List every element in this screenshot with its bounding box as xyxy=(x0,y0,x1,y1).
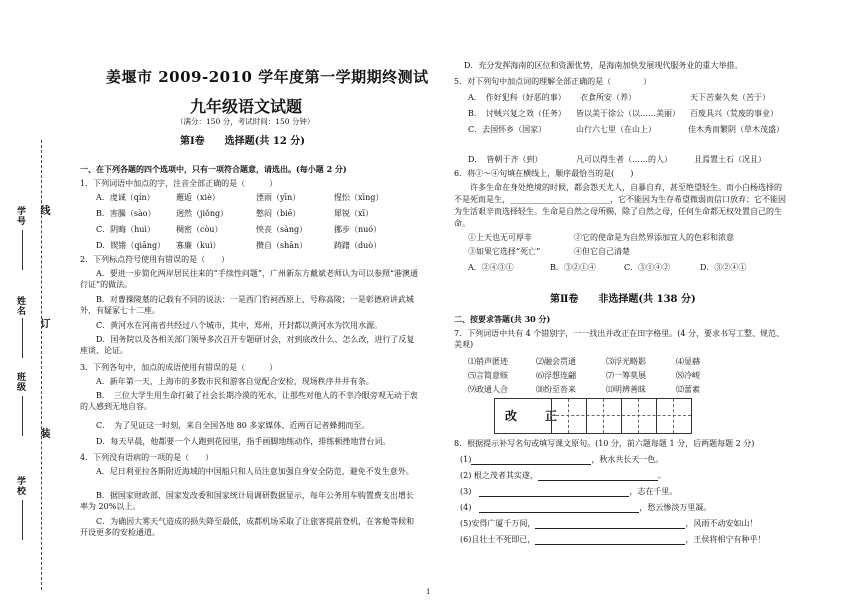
q6-s2: ②它的使命是为自然界添加宜人的色彩和浓意 xyxy=(574,233,734,242)
q8-l3-suffix: ，志在千里。 xyxy=(629,487,678,496)
binding-mark-staple: 装 xyxy=(38,428,49,438)
q6-opt-b: B．③②①④ xyxy=(550,263,596,272)
q1-d-2: 寡廉（kuì） xyxy=(176,241,221,250)
q5-b-2: 皆以美于徐公（以……美丽） xyxy=(576,109,680,118)
q7-word-1: ⑴销声匿迹 xyxy=(468,357,508,366)
q6-opt-d: D．③②④① xyxy=(700,263,747,272)
q8-line6 xyxy=(460,534,765,545)
q4-d: D．充分发挥海南的区位和资源优势，是海南加快发展现代服务业的重大举措。 xyxy=(464,61,743,70)
part1-title: 第Ⅰ卷 选择题(共 12 分) xyxy=(180,136,306,147)
q5-stem: 5．对下列句中加点词的理解全部正确的是（ ） xyxy=(454,77,652,86)
q7-word-6: ⑹浮想连翩 xyxy=(536,371,576,380)
q8-l5-suffix: ，风雨不动安如山！ xyxy=(685,519,758,528)
correction-cells[interactable] xyxy=(551,399,691,433)
q2-a: A．要进一步简化两岸居民往来的“手续性问题”，广州新东方戴斌老师认为可以参照“港澳通行证”的做法。 xyxy=(80,269,419,289)
label-student-number: 学号 xyxy=(15,206,25,226)
label-name: 姓名 xyxy=(15,296,25,316)
q3-c: C． 为了见证这一时刻，来自全国各地 80 多家媒体、近两百记者蜂拥而至。 xyxy=(96,421,370,430)
q8-l2-blank[interactable] xyxy=(538,471,658,481)
q4-c: C．为确因大雾天气造成的损失降至最低，成都机场采取了让旅客提前登机，在客舱等候和开设更多的安检通道。 xyxy=(80,517,415,537)
q5-a-3: 天下苦秦久矣（苦于） xyxy=(690,93,770,102)
q6-s1: ①上天也无可厚非 xyxy=(468,233,532,242)
q1-c-1: C．阴晦（huì） xyxy=(96,225,155,234)
q7-word-4: ⑷显赫 xyxy=(676,357,700,366)
q7-word-10: ⑽纷至沓来 xyxy=(536,385,576,394)
q1-stem: 1．下列词语中加点的字，注音全部正确的是（ ） xyxy=(80,179,278,188)
q5-c-3: 佳木秀而繁阴（草木茂盛） xyxy=(688,125,784,134)
q8-l1-suffix: ，秋水共长天一色。 xyxy=(591,455,664,464)
q8-l1-blank[interactable] xyxy=(471,455,591,465)
q8-l3-blank[interactable] xyxy=(479,487,629,497)
correction-grid xyxy=(494,398,692,434)
q8-line5 xyxy=(460,518,757,529)
q5-a-1: A． 作好犯科（好恶的事） xyxy=(468,93,566,102)
q8-l5-blank[interactable] xyxy=(535,519,685,529)
q7-stem: 7．下列词语中共有 4 个错别字，一一找出并改正在田字格里。(4 分，要求书写工整、规范、美观) xyxy=(454,329,785,349)
q8-line1 xyxy=(460,454,663,465)
q1-b-4: 犀锐（xī） xyxy=(334,209,374,218)
q7-word-8: ⑻冷峻 xyxy=(676,371,700,380)
q3-stem: 3．下列各句中，加点的成语使用有错误的是（ ） xyxy=(80,363,278,372)
student-number-blank xyxy=(22,230,23,270)
q3-b: B． 三位大学生用生命打破了社会长期冷漠的死水，让那些对他人的不幸冷眼旁观无动于衷的人感到无地自容。 xyxy=(80,391,418,411)
q1-b-2: 迥然（jiǒng） xyxy=(176,209,229,218)
q8-line2: (2) 根之茂者其实遂， 。 xyxy=(460,471,666,480)
q5-c-1: C．去国怀乡（国家） xyxy=(468,125,547,134)
q3-d: D．每天早晨，他都要一个人跑到花园里，指手画脚地练动作，排练顿挫地背台词。 xyxy=(96,437,391,446)
q1-b-1: B．害臊（sào） xyxy=(96,209,156,218)
q7-word-12: ⑿蕾素 xyxy=(676,385,700,394)
q8-l3-prefix: (3) xyxy=(460,487,472,496)
q4-a: A．尼日利亚拉各斯附近海域的中国船只和人员注意加强自身安全防范，避免不发生意外。 xyxy=(96,467,414,476)
q7-word-9: ⑼政通人合 xyxy=(468,385,508,394)
q1-a-3: 湮雨（yīn） xyxy=(256,193,301,202)
q1-d-4: 踌躇（duò） xyxy=(334,241,382,250)
q5-b-1: B． 讨贼兴复之效（任务） xyxy=(468,109,566,118)
q5-d-1: D． 皆朝于齐（到） xyxy=(468,155,543,164)
q1-d-1: D．锲锵（qiāng） xyxy=(96,241,166,250)
section2-heading: 二、按要求答题(共 30 分) xyxy=(454,314,551,324)
q3-a: A．新年第一天，上海市的多数市民和游客自觉配合安检，现场秩序井井有条。 xyxy=(96,377,374,386)
q4-b: B．据国家财政部、国家发改委和国家统计局调研数据显示，每年公务用车购置费支出增长率为 20%以上。 xyxy=(80,491,414,511)
q5-b-3: 百废具兴（荒废的事业） xyxy=(690,109,778,118)
q7-word-2: ⑵融会贯通 xyxy=(536,357,576,366)
q6-stem: 6．将①～④句填在横线上，顺序最恰当的是( ) xyxy=(454,169,634,178)
q8-l6-blank[interactable] xyxy=(535,535,685,545)
part2-title: 第Ⅱ卷 非选择题(共 138 分) xyxy=(550,294,696,305)
q6-s4: ④但它自己清楚 xyxy=(574,247,630,256)
exam-title: 姜堰市 2009-2010 学年度第一学期期终测试 xyxy=(106,68,429,86)
q8-line4 xyxy=(460,502,711,513)
q8-l5-prefix: (5)安得广厦千万间， xyxy=(460,519,536,528)
binding-margin xyxy=(0,0,72,604)
q7-word-3: ⑶浮光略影 xyxy=(606,357,646,366)
q8-l6-prefix: (6)且壮士不死即已， xyxy=(460,535,536,544)
exam-subtitle: 九年级语文试题 xyxy=(190,97,303,116)
q8-l2-prefix: (2) 根之茂者其实遂， xyxy=(460,471,538,480)
q1-c-4: 挪步（nuó） xyxy=(334,225,382,234)
q8-stem: 8．根据提示补写名句或填写课文原句。(10 分，前六题每题 1 分，后两题每题 2 分) xyxy=(454,439,755,448)
q8-l6-suffix: ，王侯将相宁有种乎！ xyxy=(685,535,766,544)
school-blank xyxy=(22,500,23,540)
binding-mark-bind: 订 xyxy=(38,318,49,328)
q8-l4-prefix: (4) xyxy=(460,503,472,512)
q5-c-2: 山行六七里（在山上） xyxy=(576,125,656,134)
q7-word-5: ⑸言简意赅 xyxy=(468,371,508,380)
q6-opt-a: A．②④③① xyxy=(468,263,514,272)
q1-d-3: 攒自（shān） xyxy=(256,241,308,250)
q6-passage: 许多生命在身处绝境的时候，都会怨天尤人，自暴自弃，甚至绝望轻生。而小白杨选择的不是死而是生，_________________________，它不能因为生存希望微弱而信口放弃；它不能因为生活艰辛而选择轻生。生命是自然之母所赐，除了自然之母，任何生命都无权处置自己的生命。 xyxy=(454,183,786,228)
q6-opt-c: C．③①④② xyxy=(624,263,671,272)
name-blank xyxy=(22,318,23,358)
q5-a-2: 衣食所安（养） xyxy=(580,93,636,102)
correction-label: 改 正 xyxy=(505,409,566,423)
section1-heading: 一、在下列各题的四个选项中，只有一项符合题意，请选出。(每小题 2 分) xyxy=(80,164,347,174)
q8-l4-blank[interactable] xyxy=(479,503,639,513)
q2-d: D．国务院以及各相关部门领导多次召开专题研讨会，对到底改什么、怎么改，进行了反复座谈、论证。 xyxy=(80,335,415,355)
class-blank xyxy=(22,396,23,436)
q1-c-2: 稠密（còu） xyxy=(176,225,223,234)
q5-d-2: 凡可以得生者（……的人） xyxy=(576,155,672,164)
q1-a-2: 邂逅（xiè） xyxy=(176,193,220,202)
label-school: 学校 xyxy=(15,476,25,496)
q8-l1-prefix: (1) xyxy=(460,455,472,464)
q6-s3: ③如果它选择“死亡” xyxy=(468,247,541,256)
q7-word-11: ⑾明辨善昧 xyxy=(606,385,646,394)
q7-word-7: ⑺一筹莫展 xyxy=(606,371,646,380)
score-info: （满分：150 分，考试时间：150 分钟） xyxy=(176,117,315,126)
q1-c-3: 怏丧（sàng） xyxy=(256,225,308,234)
q8-line3 xyxy=(460,486,677,497)
q5-d-3: 且焉置土石（况且） xyxy=(694,155,766,164)
page-number: 1 xyxy=(426,588,431,596)
q4-stem: 4．下列没有语病的一项的是（ ） xyxy=(80,453,214,462)
label-class: 班级 xyxy=(15,372,25,392)
q1-a-4: 惺忪（xīng） xyxy=(334,193,384,202)
q8-l4-suffix: ，愁云惨淡万里凝。 xyxy=(639,503,712,512)
binding-mark-line: 线 xyxy=(38,205,49,215)
q1-b-3: 憋闷（biē） xyxy=(256,209,301,218)
q2-stem: 2．下列标点符号使用有错误的是（ ） xyxy=(80,255,230,264)
q2-b: B．对曹操陵墓的记载有不同的说法：一是西门豹祠西原上，号称高陵；一是彰德府讲武城外，有疑冢七十二座。 xyxy=(80,295,414,315)
q1-a-1: A．虔诚（qín） xyxy=(96,193,155,202)
q2-c: C．黄河水在河南省共经过八个城市，其中，郑州，开封都以黄河水为饮用水源。 xyxy=(96,321,383,330)
